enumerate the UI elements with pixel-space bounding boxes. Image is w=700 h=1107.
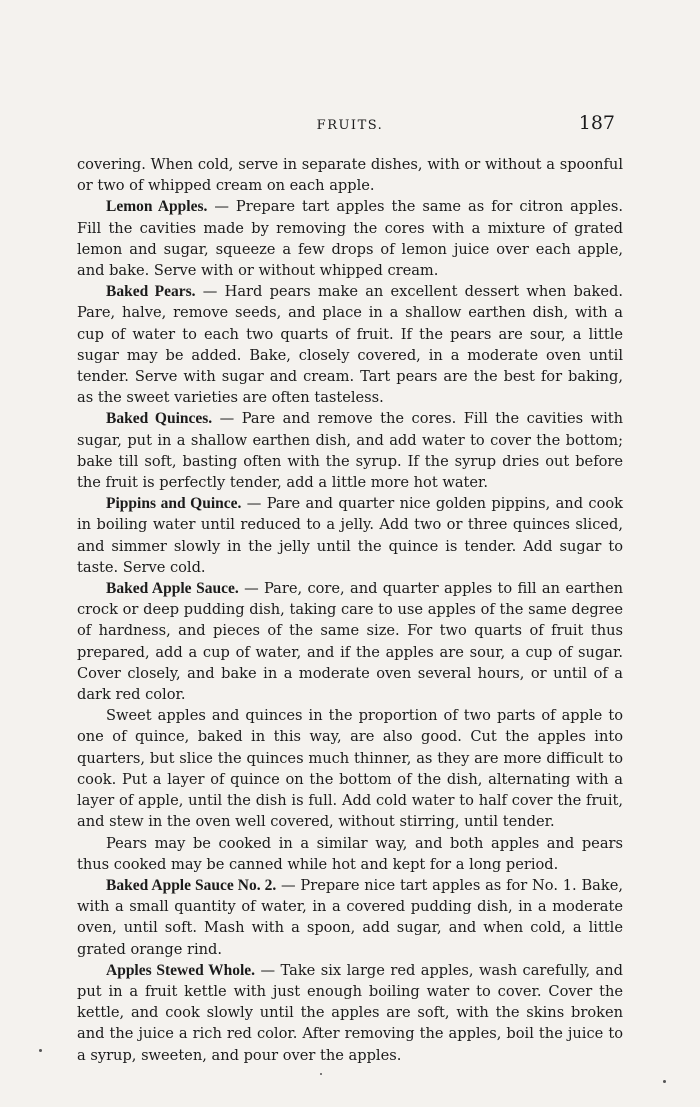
recipe-apples-stewed-whole (77, 960, 623, 1066)
paragraph-text: Sweet apples and quinces in the proportion of two parts of apple to one of quince, baked in this way, are also good. Cut the apples into quarters, but slice the quinces much thinner, as they are more difficult to cook. Put a layer of quince on the bottom of the dish, alternating with a layer of apple, until the dish is full. Add cold water to half cover the fruit, and stew in the oven well covered, without stirring, until tender. (77, 707, 623, 831)
book-page (77, 112, 623, 1066)
paragraph-sweet-apples-quinces (77, 705, 623, 832)
paragraph-continued (77, 154, 623, 196)
recipe-baked-apple-sauce (77, 578, 623, 705)
recipe-text: — Pare and remove the cores. Fill the cavities with sugar, put in a shallow earthen dish, and add water to cover the bottom; bake till soft, basting often with the syrup. If the syrup dries out before the fruit is perfectly tender, add a little more hot water. (77, 410, 623, 492)
page-header (77, 112, 623, 142)
recipe-baked-apple-sauce-no-2 (77, 875, 623, 960)
recipe-text: — Prepare tart apples the same as for citron apples. Fill the cavities made by removing the cores with a mixture of grated lemon and sugar, squeeze a few drops of lemon juice over each apple, and bake. Serve with or without whipped cream. (77, 198, 623, 280)
recipe-title: Lemon Apples. (106, 198, 208, 216)
recipe-text: — Hard pears make an excellent dessert when baked. Pare, halve, remove seeds, and place in a shallow earthen dish, with a cup of water to each two quarts of fruit. If the pears are sour, a little sugar may be added. Bake, closely covered, in a moderate oven until tender. Serve with sugar and cream. Tart pears are the best for baking, as the sweet varieties are often tasteless. (77, 283, 623, 407)
recipe-title: Baked Pears. (106, 283, 196, 301)
recipe-text: — Prepare nice tart apples as for No. 1. Bake, with a small quantity of water, in a covered pudding dish, in a moderate oven, until soft. Mash with a spoon, add sugar, and when cold, a little grated orange rind. (77, 876, 623, 958)
recipe-pippins-and-quince (77, 493, 623, 578)
page-number: 187 (578, 112, 615, 134)
paper-speck (320, 1073, 322, 1075)
recipe-baked-quinces (77, 408, 623, 493)
recipe-text: — Pare and quarter nice golden pippins, and cook in boiling water until reduced to a jelly. Add two or three quinces sliced, and simmer slowly in the jelly until the quince is tender. Add sugar to taste. Serve cold. (77, 495, 623, 576)
recipe-title: Baked Apple Sauce. (106, 580, 239, 598)
recipe-title: Apples Stewed Whole. (106, 961, 256, 979)
running-head: FRUITS. (316, 118, 384, 133)
recipe-title: Baked Apple Sauce No. 2. (106, 876, 277, 894)
paper-speck (663, 1080, 666, 1083)
paragraph-pears (77, 833, 623, 875)
paragraph-text: covering. When cold, serve in separate dishes, with or without a spoonful or two of whipped cream on each apple. (77, 156, 623, 195)
paragraph-text: Pears may be cooked in a similar way, and both apples and pears thus cooked may be canned while hot and kept for a long period. (77, 834, 623, 873)
recipe-baked-pears (77, 281, 623, 408)
recipe-title: Baked Quinces. (106, 410, 213, 428)
recipe-text: — Pare, core, and quarter apples to fill an earthen crock or deep pudding dish, taking care to use apples of the same degree of hardness, and pieces of the same size. For two quarts of fruit thus prepared, add a cup of water, and if the apples are sour, a cup of sugar. Cover closely, and bake in a moderate oven several hours, or until of a dark red color. (77, 580, 623, 704)
recipe-lemon-apples (77, 196, 623, 281)
paper-speck (39, 1049, 42, 1052)
recipe-title: Pippins and Quince. (106, 495, 242, 513)
page-body (77, 154, 623, 1066)
recipe-text: — Take six large red apples, wash carefully, and put in a fruit kettle with just enough boiling water to cover. Cover the kettle, and cook slowly until the apples are soft, with the skins broken and the juice a rich red color. After removing the apples, boil the juice to a syrup, sweeten, and pour over the apples. (77, 961, 623, 1064)
